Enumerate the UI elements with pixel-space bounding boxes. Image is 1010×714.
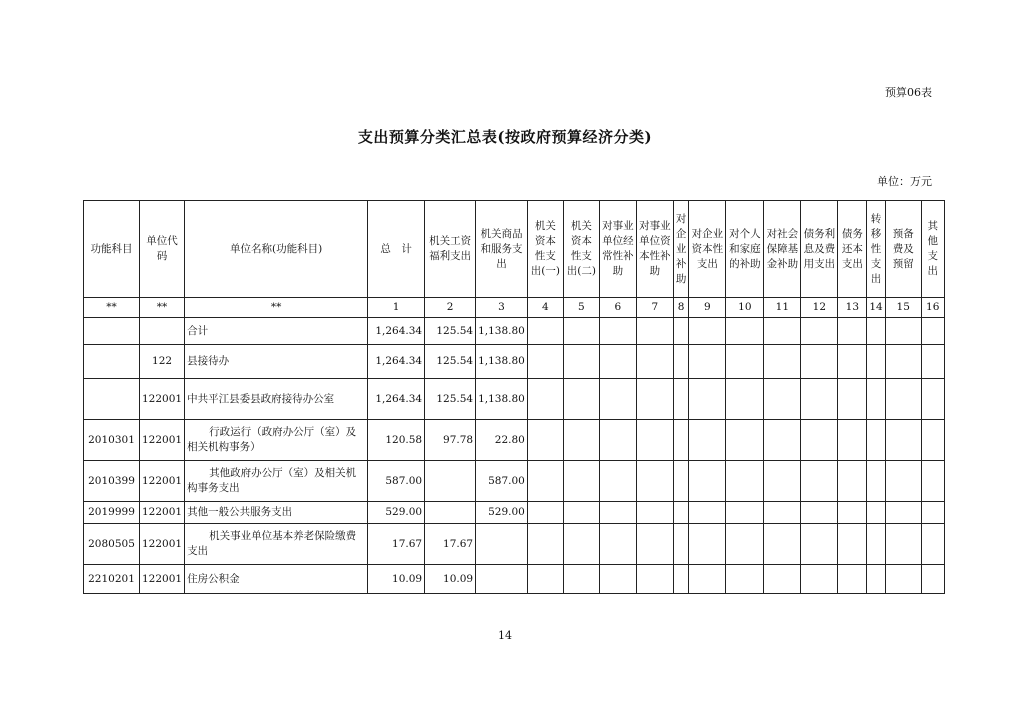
budget-table (83, 200, 945, 594)
total-cell: 587.00 (368, 461, 425, 502)
col-2-cell: 1,138.80 (476, 345, 528, 379)
total-cell: 529.00 (368, 502, 425, 524)
table-row (84, 345, 945, 379)
total-cell: 17.67 (368, 524, 425, 565)
col-1-cell (425, 502, 476, 524)
unit-name-cell: 行政运行（政府办公厅（室）及相关机构事务） (185, 420, 368, 461)
header-col-1: 机关工资福利支出 (425, 201, 476, 298)
func-code-cell: 2010399 (84, 461, 140, 502)
unit-code-cell (140, 318, 185, 345)
unit-name-cell: 合计 (185, 318, 368, 345)
col-2-cell: 529.00 (476, 502, 528, 524)
func-code-cell: 2019999 (84, 502, 140, 524)
header-unit-name: 单位名称(功能科目) (185, 201, 368, 298)
header-col-13: 转移性支出 (867, 201, 885, 298)
total-cell: 1,264.34 (368, 345, 425, 379)
header-col-7: 对企业补助 (673, 201, 689, 298)
unit-code-cell: 122001 (140, 379, 185, 420)
index-cell: 7 (636, 298, 673, 318)
index-row (84, 298, 945, 318)
header-col-4: 机关资本性支出(二) (563, 201, 599, 298)
unit-name-cell: 其他一般公共服务支出 (185, 502, 368, 524)
col-2-cell: 1,138.80 (476, 379, 528, 420)
col-1-cell: 17.67 (425, 524, 476, 565)
header-col-6: 对事业单位资本性补助 (636, 201, 673, 298)
col-2-cell (476, 524, 528, 565)
table-row (84, 379, 945, 420)
index-cell: ** (185, 298, 368, 318)
col-1-cell: 125.54 (425, 345, 476, 379)
header-col-14: 预备费及预留 (885, 201, 921, 298)
col-1-cell (425, 461, 476, 502)
col-1-cell: 125.54 (425, 379, 476, 420)
col-1-cell: 97.78 (425, 420, 476, 461)
col-2-cell (476, 565, 528, 594)
index-cell: 16 (921, 298, 944, 318)
unit-code-cell: 122001 (140, 461, 185, 502)
index-cell: 4 (527, 298, 563, 318)
func-code-cell (84, 345, 140, 379)
index-cell: 12 (801, 298, 838, 318)
unit-name-cell: 机关事业单位基本养老保险缴费支出 (185, 524, 368, 565)
index-cell: 9 (689, 298, 726, 318)
page-number: 14 (498, 629, 512, 642)
func-code-cell: 2210201 (84, 565, 140, 594)
index-cell: 1 (368, 298, 425, 318)
index-cell: ** (140, 298, 185, 318)
unit-code-cell: 122001 (140, 420, 185, 461)
table-row (84, 420, 945, 461)
unit-name-cell: 住房公积金 (185, 565, 368, 594)
index-cell: 15 (885, 298, 921, 318)
unit-name-cell: 其他政府办公厅（室）及相关机构事务支出 (185, 461, 368, 502)
func-code-cell (84, 379, 140, 420)
unit-code-cell: 122001 (140, 524, 185, 565)
func-code-cell: 2080505 (84, 524, 140, 565)
index-cell: 10 (726, 298, 764, 318)
page-title: 支出预算分类汇总表(按政府预算经济分类) (357, 128, 653, 146)
header-unit-code: 单位代码 (140, 201, 185, 298)
table-row (84, 565, 945, 594)
header-total: 总 计 (368, 201, 425, 298)
col-1-cell: 125.54 (425, 318, 476, 345)
index-cell: ** (84, 298, 140, 318)
table-row (84, 502, 945, 524)
total-cell: 1,264.34 (368, 318, 425, 345)
header-col-5: 对事业单位经常性补助 (599, 201, 636, 298)
header-col-3: 机关资本性支出(一) (527, 201, 563, 298)
table-row (84, 524, 945, 565)
unit-code-cell: 122 (140, 345, 185, 379)
header-col-2: 机关商品和服务支出 (476, 201, 528, 298)
table-row (84, 461, 945, 502)
unit-name-cell: 县接待办 (185, 345, 368, 379)
header-col-11: 债务利息及费用支出 (801, 201, 838, 298)
index-cell: 8 (673, 298, 689, 318)
unit-label: 单位：万元 (877, 175, 932, 188)
form-number: 预算06表 (885, 86, 932, 99)
header-func-subject: 功能科目 (84, 201, 140, 298)
func-code-cell: 2010301 (84, 420, 140, 461)
header-col-15: 其他支出 (921, 201, 944, 298)
index-cell: 3 (476, 298, 528, 318)
index-cell: 11 (764, 298, 801, 318)
header-col-12: 债务还本支出 (838, 201, 867, 298)
header-col-10: 对社会保障基金补助 (764, 201, 801, 298)
index-cell: 13 (838, 298, 867, 318)
header-col-8: 对企业资本性支出 (689, 201, 726, 298)
index-cell: 14 (867, 298, 885, 318)
index-cell: 6 (599, 298, 636, 318)
col-2-cell: 587.00 (476, 461, 528, 502)
header-col-9: 对个人和家庭的补助 (726, 201, 764, 298)
header-row (84, 201, 945, 298)
unit-code-cell: 122001 (140, 502, 185, 524)
col-2-cell: 22.80 (476, 420, 528, 461)
index-cell: 5 (563, 298, 599, 318)
col-1-cell: 10.09 (425, 565, 476, 594)
total-cell: 1,264.34 (368, 379, 425, 420)
total-cell: 120.58 (368, 420, 425, 461)
unit-name-cell: 中共平江县委县政府接待办公室 (185, 379, 368, 420)
col-2-cell: 1,138.80 (476, 318, 528, 345)
table-row (84, 318, 945, 345)
func-code-cell (84, 318, 140, 345)
index-cell: 2 (425, 298, 476, 318)
unit-code-cell: 122001 (140, 565, 185, 594)
total-cell: 10.09 (368, 565, 425, 594)
